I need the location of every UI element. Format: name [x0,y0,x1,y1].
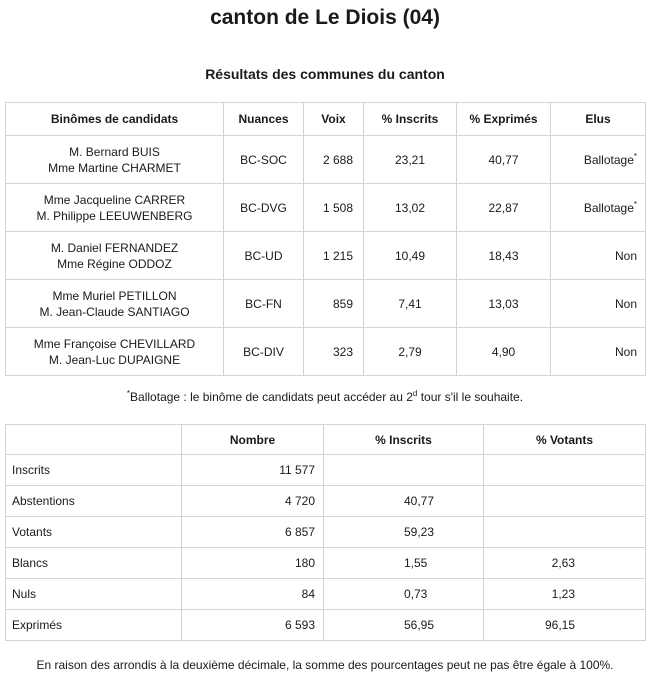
nombre-cell: 6 857 [182,517,324,548]
ballotage-note [0,389,650,405]
pct-votants-cell [484,455,646,486]
elu-value: Non [614,248,637,263]
table-row [6,328,646,376]
voix-cell: 323 [304,328,364,376]
footnote-mark: * [126,389,131,398]
elu-cell [551,280,646,328]
header-nuances: Nuances [224,103,304,136]
nuance-cell: BC-DVG [224,184,304,232]
voix-cell: 1 508 [304,184,364,232]
results-header-row [6,103,646,136]
nombre-cell: 84 [182,579,324,610]
pct-inscrits-cell: 56,95 [324,610,484,641]
nuance-cell: BC-SOC [224,136,304,184]
candidate-name: Mme Françoise CHEVILLARD [33,336,196,351]
nombre-cell: 180 [182,548,324,579]
elu-cell [551,232,646,280]
nuance-cell: BC-UD [224,232,304,280]
footnote-mark: * [633,199,637,209]
pct-votants-cell [484,517,646,548]
pct-votants-cell: 1,23 [484,579,646,610]
header-pct-inscrits: % Inscrits [364,103,457,136]
header-pct-inscrits: % Inscrits [324,425,484,455]
candidate-name: M. Philippe LEEUWENBERG [36,208,193,223]
elu-value: Ballotage [583,152,634,167]
pct-inscrits-cell: 1,55 [324,548,484,579]
pct-votants-cell: 96,15 [484,610,646,641]
voix-cell: 859 [304,280,364,328]
results-table [5,102,646,376]
pct-votants-cell [484,486,646,517]
pct-inscrits-cell: 59,23 [324,517,484,548]
header-pct-exprimes: % Exprimés [457,103,551,136]
elu-cell [551,136,646,184]
note-text-end: tour s'il le souhaite. [417,390,524,404]
table-row [6,486,646,517]
pct-inscrits-cell: 0,73 [324,579,484,610]
table-row [6,517,646,548]
elu-value: Non [614,296,637,311]
footnote-mark: * [633,151,637,161]
pct-exprimes-cell: 22,87 [457,184,551,232]
nuance-cell: BC-DIV [224,328,304,376]
row-label: Inscrits [6,455,182,486]
header-binomes: Binômes de candidats [6,103,224,136]
candidate-name: M. Jean-Luc DUPAIGNE [48,352,181,367]
candidates-cell [6,184,224,232]
note-superscript: d [412,389,418,398]
table-row [6,455,646,486]
pct-inscrits-cell: 13,02 [364,184,457,232]
rounding-footnote: En raison des arrondis à la deuxième décimale, la somme des pourcentages peut ne pas être égale à 100%. [36,658,614,672]
nuance-cell: BC-FN [224,280,304,328]
elu-value: Non [614,344,637,359]
nombre-cell: 4 720 [182,486,324,517]
candidate-name: M. Bernard BUIS [69,144,160,159]
page-title: canton de Le Diois (04) [210,6,440,29]
header-elus: Elus [551,103,646,136]
candidate-name: Mme Muriel PETILLON [52,288,177,303]
candidates-cell [6,136,224,184]
results-subtitle: Résultats des communes du canton [205,66,445,82]
voix-cell: 2 688 [304,136,364,184]
nombre-cell: 11 577 [182,455,324,486]
elu-value: Ballotage [583,200,634,215]
candidates-cell [6,232,224,280]
pct-exprimes-cell: 40,77 [457,136,551,184]
header-empty [6,425,182,455]
row-label: Exprimés [6,610,182,641]
candidate-name: M. Jean-Claude SANTIAGO [39,304,190,319]
table-row [6,232,646,280]
candidate-name: Mme Jacqueline CARRER [43,192,186,207]
pct-inscrits-cell: 10,49 [364,232,457,280]
table-row [6,280,646,328]
pct-exprimes-cell: 4,90 [457,328,551,376]
pct-exprimes-cell: 18,43 [457,232,551,280]
row-label: Abstentions [6,486,182,517]
stats-header-row [6,425,646,455]
table-row [6,610,646,641]
table-row [6,579,646,610]
nombre-cell: 6 593 [182,610,324,641]
header-nombre: Nombre [182,425,324,455]
pct-inscrits-cell: 7,41 [364,280,457,328]
pct-inscrits-cell: 23,21 [364,136,457,184]
voix-cell: 1 215 [304,232,364,280]
candidate-name: Mme Martine CHARMET [48,160,181,175]
stats-table [5,424,646,641]
pct-votants-cell: 2,63 [484,548,646,579]
table-row [6,136,646,184]
header-pct-votants: % Votants [484,425,646,455]
candidates-cell [6,328,224,376]
row-label: Blancs [6,548,182,579]
pct-exprimes-cell: 13,03 [457,280,551,328]
candidate-name: Mme Régine ODDOZ [57,256,172,271]
elu-cell [551,328,646,376]
pct-inscrits-cell: 40,77 [324,486,484,517]
pct-inscrits-cell: 2,79 [364,328,457,376]
table-row [6,184,646,232]
header-voix: Voix [304,103,364,136]
row-label: Votants [6,517,182,548]
candidates-cell [6,280,224,328]
pct-inscrits-cell [324,455,484,486]
elu-cell [551,184,646,232]
table-row [6,548,646,579]
note-text: Ballotage : le binôme de candidats peut accéder au 2 [130,390,413,404]
row-label: Nuls [6,579,182,610]
candidate-name: M. Daniel FERNANDEZ [50,240,179,255]
